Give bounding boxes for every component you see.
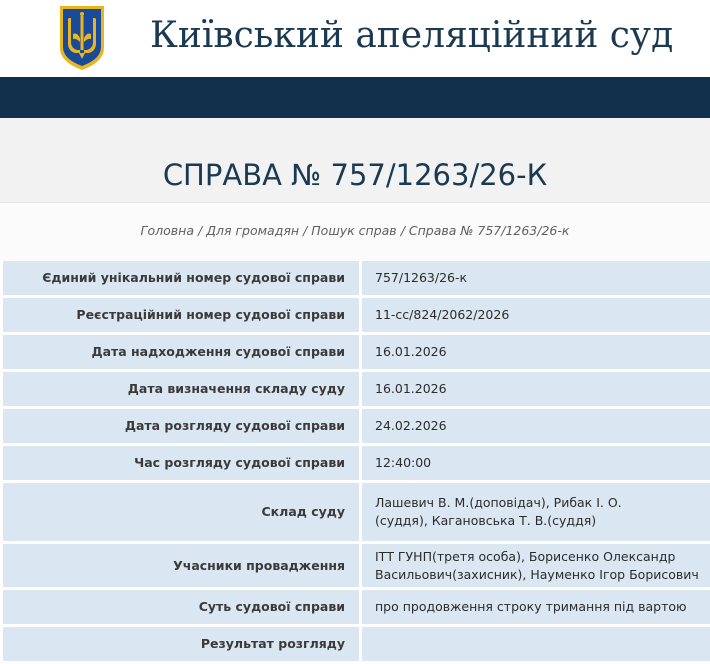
row-label: Суть судової справи — [3, 590, 362, 624]
table-row — [3, 298, 710, 332]
table-row — [3, 446, 710, 480]
row-value: 16.01.2026 — [362, 372, 710, 406]
table-row — [3, 627, 710, 661]
breadcrumb-case-search[interactable]: Пошук справ — [311, 223, 397, 238]
case-info-table — [3, 258, 710, 664]
row-value: про продовження строку тримання під вартою — [362, 590, 710, 624]
breadcrumb-home[interactable]: Головна — [140, 223, 194, 238]
row-label: Склад суду — [3, 483, 362, 541]
page-title-band — [0, 118, 710, 202]
table-row — [3, 483, 710, 541]
row-value: 11-сс/824/2062/2026 — [362, 298, 710, 332]
breadcrumb-separator: / — [198, 223, 203, 238]
breadcrumb-band — [0, 202, 710, 261]
tryzub-coat-of-arms-icon[interactable] — [57, 4, 107, 72]
row-label: Єдиний унікальний номер судової справи — [3, 261, 362, 295]
row-value — [362, 627, 710, 661]
breadcrumb-current: Справа № 757/1263/26-к — [408, 223, 570, 238]
breadcrumb-separator: / — [400, 223, 405, 238]
row-value: 757/1263/26-к — [362, 261, 710, 295]
row-label: Дата визначення складу суду — [3, 372, 362, 406]
row-label: Учасники провадження — [3, 544, 362, 587]
table-row — [3, 372, 710, 406]
table-row — [3, 335, 710, 369]
table-row — [3, 544, 710, 587]
breadcrumb — [0, 223, 710, 238]
row-label: Дата надходження судової справи — [3, 335, 362, 369]
breadcrumb-separator: / — [303, 223, 308, 238]
row-label: Результат розгляду — [3, 627, 362, 661]
site-title[interactable]: Київський апеляційний суд — [150, 15, 674, 56]
page-title: СПРАВА № 757/1263/26-К — [162, 158, 548, 192]
row-value: 12:40:00 — [362, 446, 710, 480]
breadcrumb-for-citizens[interactable]: Для громадян — [206, 223, 300, 238]
row-value: Лашевич В. М.(доповідач), Рибак І. О.(суддя), Кагановська Т. В.(суддя) — [362, 483, 710, 541]
row-label: Реєстраційний номер судової справи — [3, 298, 362, 332]
row-value: 16.01.2026 — [362, 335, 710, 369]
main-navbar — [0, 77, 710, 118]
site-header — [0, 0, 710, 77]
table-row — [3, 261, 710, 295]
row-label: Дата розгляду судової справи — [3, 409, 362, 443]
row-value: 24.02.2026 — [362, 409, 710, 443]
table-row — [3, 409, 710, 443]
row-label: Час розгляду судової справи — [3, 446, 362, 480]
table-row — [3, 590, 710, 624]
row-value: ІТТ ГУНП(третя особа), Борисенко Олександр Васильович(захисник), Науменко Ігор Борисович — [362, 544, 710, 587]
